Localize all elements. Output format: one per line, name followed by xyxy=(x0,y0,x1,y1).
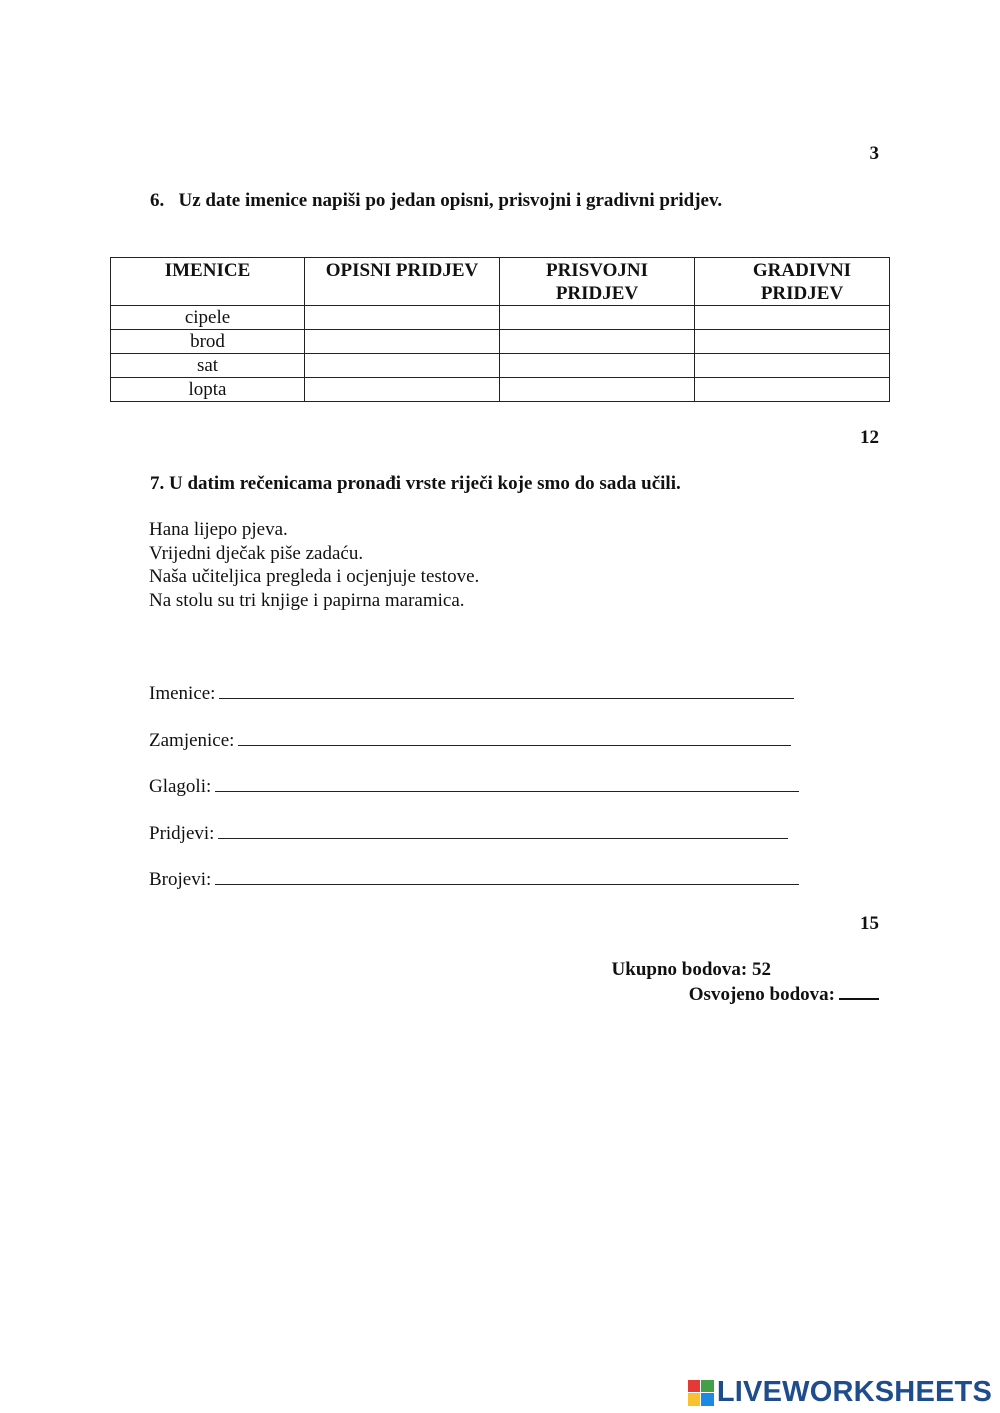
sentence: Hana lijepo pjeva. xyxy=(149,519,288,540)
answer-cell-prisvojni[interactable] xyxy=(500,330,695,354)
answer-cell-opisni[interactable] xyxy=(305,378,500,402)
table-row xyxy=(111,330,890,354)
table-header-row xyxy=(111,258,890,306)
answer-cell-opisni[interactable] xyxy=(305,330,500,354)
sentences-block xyxy=(149,518,479,612)
sentence: Na stolu su tri knjige i papirna maramica. xyxy=(149,589,465,611)
answer-label: Glagoli: xyxy=(149,776,212,797)
earned-points xyxy=(689,982,879,1007)
answer-line-pridjevi xyxy=(149,820,788,845)
answer-line-imenice xyxy=(149,680,794,705)
answer-label: Brojevi: xyxy=(149,869,212,890)
earned-points-blank[interactable] xyxy=(839,982,879,1000)
header-prisvojni: PRISVOJNI PRIDJEV xyxy=(500,258,695,306)
answer-cell-gradivni[interactable] xyxy=(695,378,890,402)
question-7-score: 15 xyxy=(860,913,879,934)
table-row xyxy=(111,306,890,330)
answer-blank[interactable] xyxy=(215,866,799,885)
total-points: Ukupno bodova: 52 xyxy=(611,959,771,980)
liveworksheets-logo-icon xyxy=(688,1380,714,1406)
brand-watermark xyxy=(688,1376,992,1409)
sentence: Naša učiteljica pregleda i ocjenjuje testove. xyxy=(149,566,480,587)
table-row xyxy=(111,354,890,378)
answer-label: Zamjenice: xyxy=(149,730,235,751)
noun-cell: brod xyxy=(111,330,305,354)
answer-line-zamjenice xyxy=(149,727,791,752)
answer-cell-gradivni[interactable] xyxy=(695,330,890,354)
logo-square xyxy=(688,1393,701,1406)
question-6-title: 6. Uz date imenice napiši po jedan opisni, prisvojni i gradivni pridjev. xyxy=(150,190,723,211)
answer-cell-prisvojni[interactable] xyxy=(500,378,695,402)
answer-cell-opisni[interactable] xyxy=(305,354,500,378)
logo-square xyxy=(701,1380,714,1393)
answer-cell-gradivni[interactable] xyxy=(695,354,890,378)
header-opisni: OPISNI PRIDJEV xyxy=(305,258,500,306)
answer-label: Imenice: xyxy=(149,683,216,704)
answer-cell-prisvojni[interactable] xyxy=(500,354,695,378)
header-gradivni: GRADIVNI PRIDJEV xyxy=(695,258,890,306)
answer-cell-prisvojni[interactable] xyxy=(500,306,695,330)
question-7-title: 7. U datim rečenicama pronađi vrste riječi koje smo do sada učili. xyxy=(150,473,681,494)
noun-cell: lopta xyxy=(111,378,305,402)
sentence: Vrijedni dječak piše zadaću. xyxy=(149,542,364,564)
answer-blank[interactable] xyxy=(215,773,799,792)
question-6-score: 12 xyxy=(860,427,879,448)
table-row xyxy=(111,378,890,402)
answer-cell-gradivni[interactable] xyxy=(695,306,890,330)
adjectives-table xyxy=(110,257,890,402)
answer-label: Pridjevi: xyxy=(149,823,215,844)
header-imenice: IMENICE xyxy=(111,258,305,306)
answer-blank[interactable] xyxy=(218,820,788,839)
answer-line-glagoli xyxy=(149,773,799,798)
answer-blank[interactable] xyxy=(219,680,794,699)
logo-square xyxy=(688,1380,701,1393)
logo-square xyxy=(701,1393,714,1406)
earned-points-label: Osvojeno bodova: xyxy=(688,984,835,1005)
brand-name: LIVEWORKSHEETS xyxy=(716,1376,992,1408)
noun-cell: cipele xyxy=(111,306,305,330)
page-score-top: 3 xyxy=(869,143,879,164)
answer-blank[interactable] xyxy=(238,727,791,746)
answer-line-brojevi xyxy=(149,866,799,891)
noun-cell: sat xyxy=(111,354,305,378)
answer-cell-opisni[interactable] xyxy=(305,306,500,330)
